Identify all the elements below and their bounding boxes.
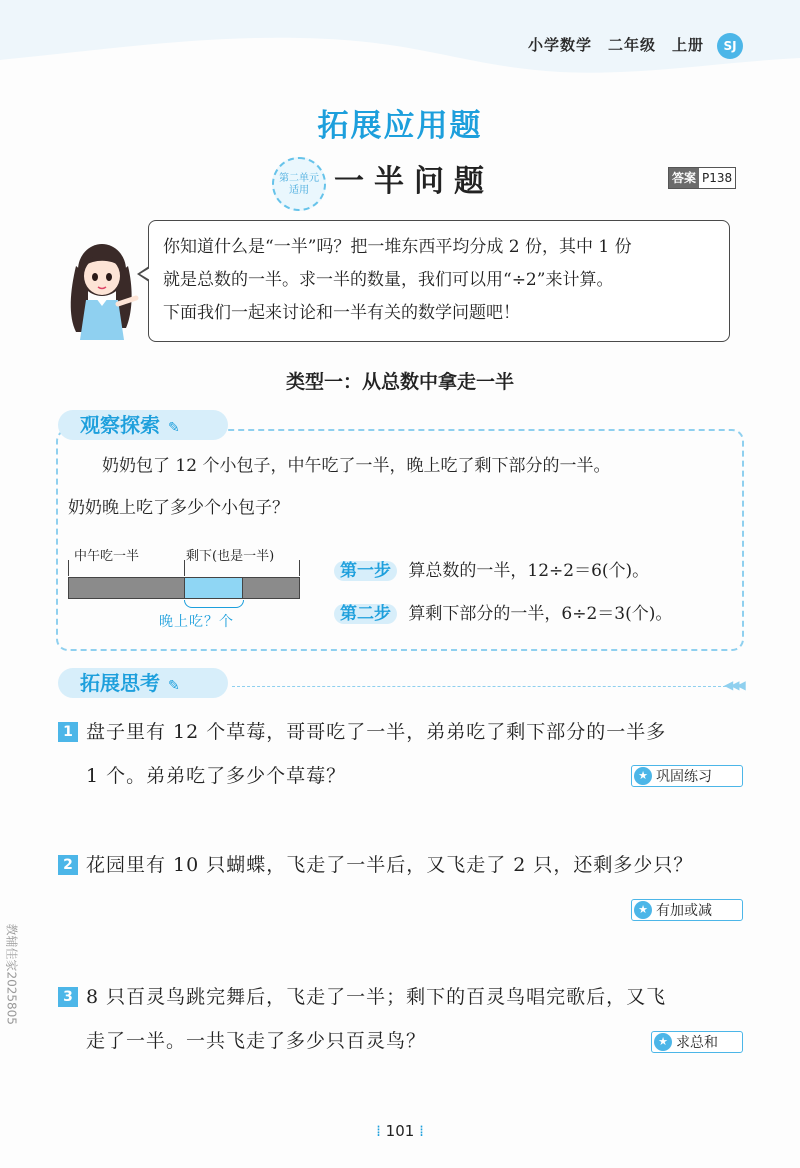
question-3-line-1: 8 只百灵鸟跳完舞后，飞走了一半；剩下的百灵鸟唱完歌后，又飞 — [86, 986, 667, 1008]
pencil-icon: ✎ — [168, 420, 180, 436]
star-icon: ★ — [654, 1033, 672, 1051]
bar-label-evening: 晚上吃？个 — [159, 614, 234, 630]
header-badge: SJ — [717, 33, 743, 59]
question-1-tag — [631, 765, 743, 787]
explore-tab-label: 观察探索 — [80, 413, 160, 437]
intro-line-2: 就是总数的一半。求一半的数量，我们可以用“÷2”来计算。 — [163, 270, 614, 290]
sub-title: 一半问题 — [334, 164, 494, 199]
question-1-line-2: 1 个。弟弟吃了多少个草莓？ — [86, 765, 347, 787]
page-number-dots-left: ⁞ — [376, 1122, 386, 1140]
header-text: 小学数学 二年级 上册 — [528, 36, 705, 54]
bar-evening-part — [184, 577, 243, 599]
question-3-tag-label: 求总和 — [676, 1035, 718, 1051]
question-1-line-1: 盘子里有 12 个草莓，哥哥吃了一半，弟弟吃了剩下部分的一半多 — [86, 721, 667, 743]
step-2-text: 算剩下部分的一半，6÷2＝3(个)。 — [408, 604, 673, 624]
side-watermark: 教辅佳家2025805 — [4, 923, 19, 1025]
bar-tick-mid — [184, 560, 185, 576]
question-1-tag-label: 巩固练习 — [656, 769, 712, 785]
question-3-tag — [651, 1031, 743, 1053]
question-1-number: 1 — [58, 722, 78, 742]
unit-stamp-line1: 第二单元 — [279, 173, 319, 184]
bar-tick-left — [68, 560, 69, 576]
answer-reference — [668, 167, 736, 189]
step-1 — [334, 556, 649, 581]
think-tab-label: 拓展思考 — [80, 671, 160, 695]
think-divider — [232, 686, 726, 687]
girl-illustration — [62, 236, 142, 346]
unit-stamp — [272, 157, 326, 211]
step-2 — [334, 599, 672, 624]
intro-line-3: 下面我们一起来讨论和一半有关的数学问题吧！ — [163, 303, 520, 323]
bar-label-rest: 剩下(也是一半) — [186, 549, 275, 564]
star-icon: ★ — [634, 901, 652, 919]
type-heading: 类型一：从总数中拿走一半 — [285, 371, 514, 393]
step-2-label: 第二步 — [334, 604, 397, 624]
intro-line-1: 你知道什么是“一半”吗？把一堆东西平均分成 2 份，其中 1 份 — [163, 237, 632, 257]
step-1-text: 算总数的一半，12÷2＝6(个)。 — [408, 561, 650, 581]
star-icon: ★ — [634, 767, 652, 785]
answer-page: P138 — [699, 168, 735, 188]
story-line-1: 奶奶包了 12 个小包子，中午吃了一半，晚上吃了剩下部分的一半。 — [102, 456, 611, 476]
intro-bubble — [148, 220, 730, 342]
evening-brace — [184, 600, 244, 608]
story-line-2: 奶奶晚上吃了多少个小包子？ — [68, 498, 289, 518]
question-3-line-2: 走了一半。一共飞走了多少只百灵鸟？ — [86, 1030, 427, 1052]
pencil-icon: ✎ — [168, 678, 180, 694]
question-2-number: 2 — [58, 855, 78, 875]
arrow-icon: ◀◀◀ — [724, 678, 743, 692]
question-2-tag — [631, 899, 743, 921]
explore-tab — [58, 410, 228, 440]
question-2-tag-label: 有加或减 — [656, 903, 712, 919]
unit-stamp-line2: 适用 — [289, 185, 309, 196]
page-number-dots-right: ⁞ — [414, 1122, 424, 1140]
think-tab — [58, 668, 228, 698]
answer-label: 答案 — [669, 168, 699, 188]
question-3-number: 3 — [58, 987, 78, 1007]
main-title: 拓展应用题 — [317, 108, 483, 144]
bubble-tail-inner — [140, 268, 150, 280]
bar-label-noon: 中午吃一半 — [74, 549, 140, 564]
bar-tick-right — [299, 560, 300, 576]
page-number — [0, 1122, 800, 1140]
page-number-value: 101 — [385, 1122, 415, 1140]
step-1-label: 第一步 — [334, 561, 397, 581]
question-2-line-1: 花园里有 10 只蝴蝶，飞走了一半后，又飞走了 2 只，还剩多少只？ — [86, 854, 694, 876]
